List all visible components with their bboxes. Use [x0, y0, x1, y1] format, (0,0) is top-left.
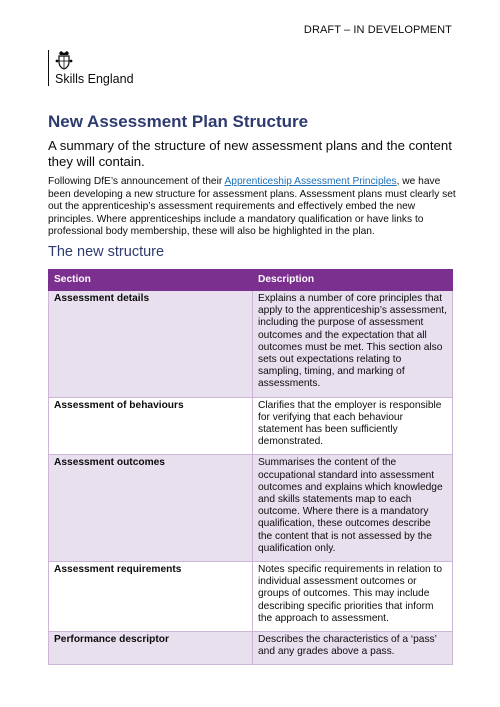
royal-crest-icon — [55, 50, 73, 70]
description-cell: Summarises the content of the occupational standard into assessment outcomes and explains which knowledge and skills statements map to each outcome. Where there is a mandatory qualification, these outcomes describe the content that is not assessed by the qualification only. — [253, 455, 453, 562]
intro-text-start: Following DfE’s announcement of their — [48, 176, 225, 187]
logo-text: Skills England — [55, 72, 134, 86]
column-header-section: Section — [49, 270, 253, 291]
intro-paragraph — [48, 176, 458, 239]
table-row — [49, 397, 453, 455]
description-cell: Clarifies that the employer is responsible for verifying that each behaviour statement has been sufficiently demonstrated. — [253, 397, 453, 455]
section-cell: Performance descriptor — [49, 632, 253, 665]
section-heading: The new structure — [48, 244, 165, 260]
section-cell: Assessment of behaviours — [49, 397, 253, 455]
section-cell: Assessment outcomes — [49, 455, 253, 562]
table-header-row — [49, 270, 453, 291]
table-row — [49, 291, 453, 398]
structure-table — [48, 269, 453, 665]
description-cell: Explains a number of core principles that apply to the apprenticeship’s assessment, including the purpose of assessment outcomes and the expectation that all outcomes must be met. This section also sets out expectations relating to sampling, timing, and marking of assessments. — [253, 291, 453, 398]
section-cell: Assessment requirements — [49, 562, 253, 632]
logo-divider — [48, 50, 49, 86]
page-title: New Assessment Plan Structure — [48, 112, 309, 131]
intro-text-end: , we have been developing a new structure for assessment plans. Assessment plans must clearly set out the apprenticeship’s assessment requirements and effectively embed the new principles. Where apprenticeships include a mandatory qualification or have links to professional body membership, these will also be highlighted in the plan. — [48, 176, 456, 238]
column-header-description: Description — [253, 270, 453, 291]
skills-england-logo — [48, 50, 134, 86]
description-cell: Notes specific requirements in relation to individual assessment outcomes or groups of outcomes. This may include describing specific priorities that inform the approach to assessment. — [253, 562, 453, 632]
assessment-principles-link[interactable]: Apprenticeship Assessment Principles — [224, 176, 397, 187]
table-row — [49, 562, 453, 632]
page-subtitle: A summary of the structure of new assessment plans and the content they will contain. — [48, 138, 452, 169]
table-row — [49, 455, 453, 562]
description-cell: Describes the characteristics of a ‘pass’ and any grades above a pass. — [253, 632, 453, 665]
table-row — [49, 632, 453, 665]
draft-status-label: DRAFT – IN DEVELOPMENT — [303, 24, 452, 36]
section-cell: Assessment details — [49, 291, 253, 398]
